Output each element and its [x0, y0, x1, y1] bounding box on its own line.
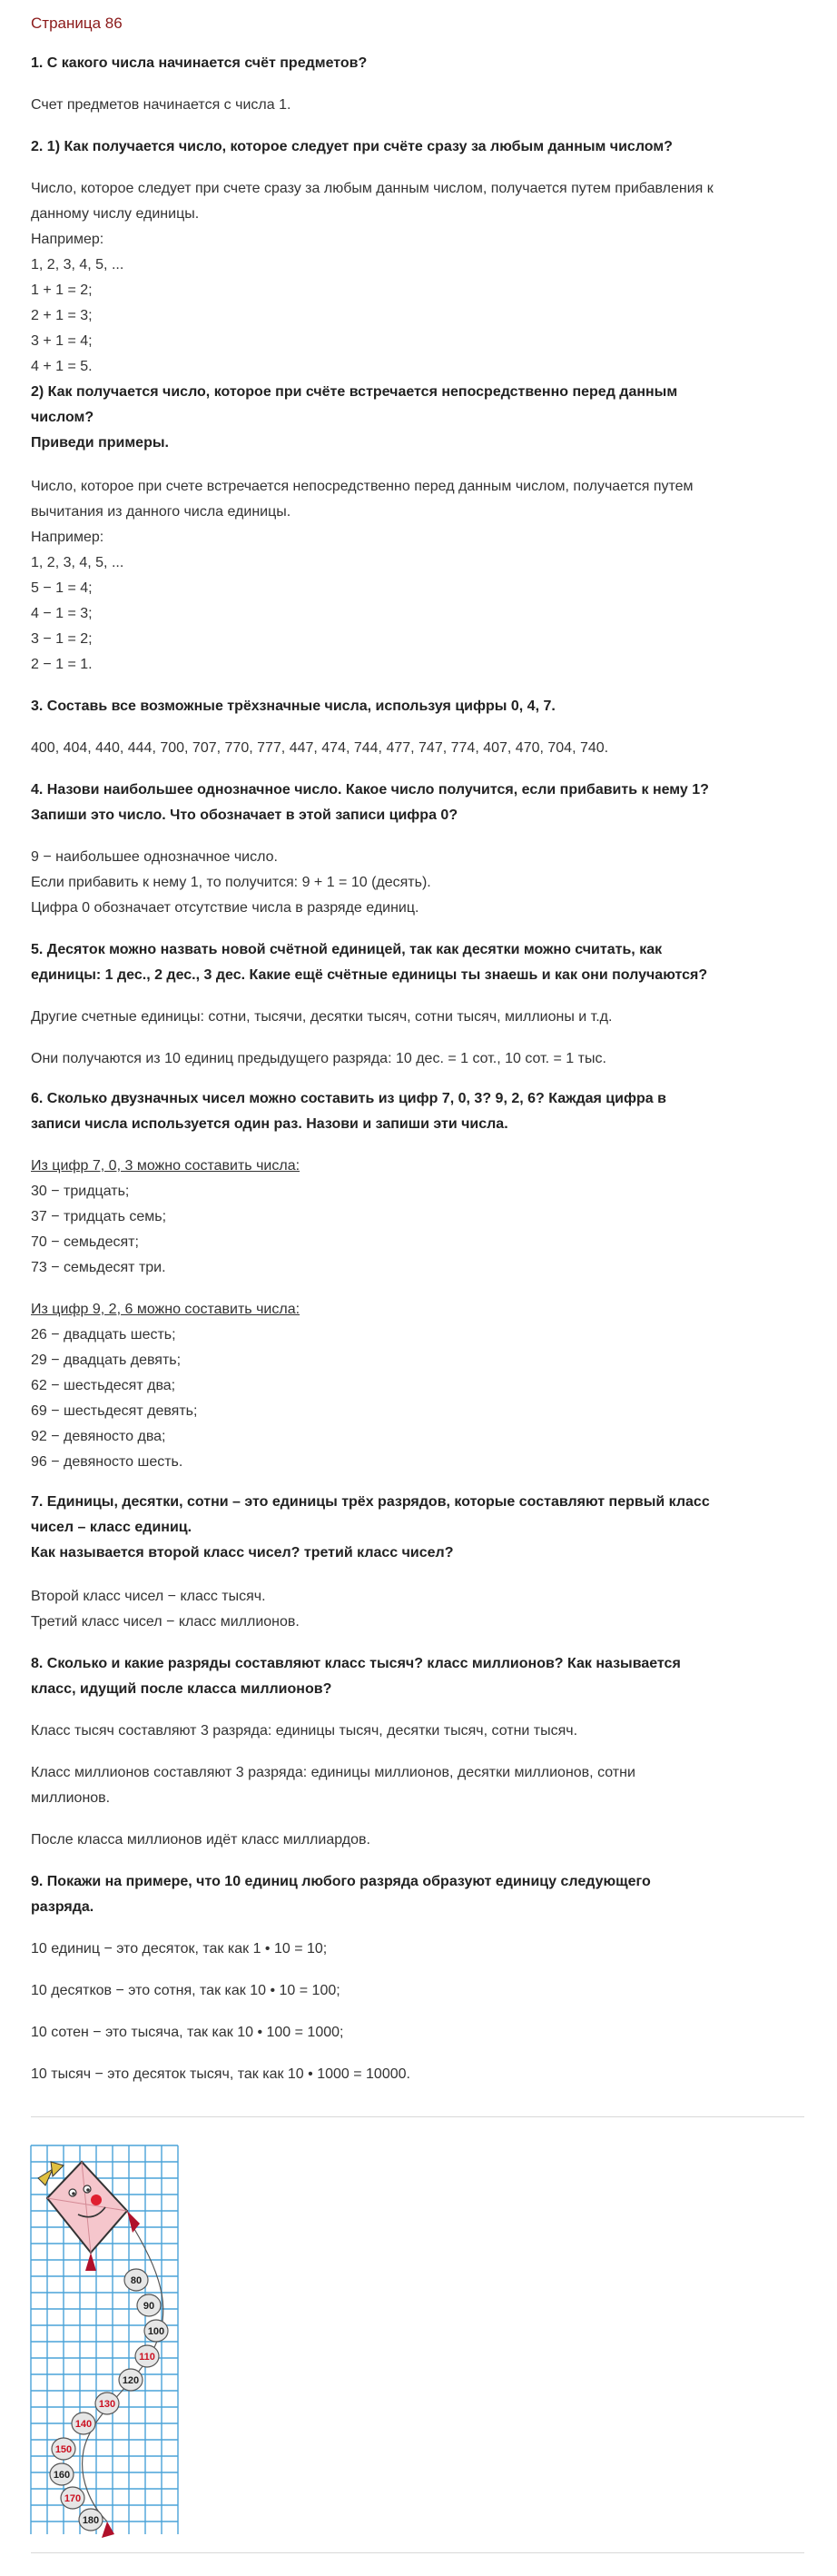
- question-line: Приведи примеры.: [31, 435, 169, 451]
- answer-line: Если прибавить к нему 1, то получится: 9 + 1 = 10 (десять).: [31, 875, 431, 890]
- answer-line: 3 − 1 = 2;: [31, 631, 93, 647]
- answer-line: 1 + 1 = 2;: [31, 282, 93, 298]
- question-2-part-1: 2. 1) Как получается число, которое следует при счёте сразу за любым данным числом?: [31, 139, 673, 154]
- tail-bead: [124, 2269, 148, 2291]
- answer-line: 9 − наибольшее однозначное число.: [31, 849, 278, 865]
- answer-9-4: 10 тысяч − это десяток тысяч, так как 10 • 1000 = 10000.: [31, 2066, 410, 2082]
- answer-line: Цифра 0 обозначает отсутствие числа в разряде единиц.: [31, 900, 419, 916]
- question-line: 7. Единицы, десятки, сотни – это единицы трёх разрядов, которые составляют первый класс: [31, 1494, 710, 1510]
- answer-line: 29 − двадцать девять;: [31, 1352, 182, 1368]
- answer-8-3: После класса миллионов идёт класс миллиардов.: [31, 1832, 370, 1848]
- tail-bead: [119, 2369, 143, 2391]
- tail-bead-number: 160: [53, 2470, 71, 2481]
- tail-bead: [144, 2320, 168, 2342]
- answer-line: Класс миллионов составляют 3 разряда: единицы миллионов, десятки миллионов, сотни: [31, 1765, 635, 1780]
- answer-line: Например:: [31, 530, 104, 545]
- tail-bead-number: 180: [82, 2515, 100, 2526]
- tail-bead: [135, 2345, 159, 2367]
- answer-line: 2 − 1 = 1.: [31, 657, 93, 672]
- tail-bead-number: 120: [122, 2375, 140, 2386]
- question-line: Как называется второй класс чисел? третий класс чисел?: [31, 1545, 454, 1560]
- answer-line: 3 + 1 = 4;: [31, 333, 93, 349]
- answer-line: 70 − семьдесят;: [31, 1234, 139, 1250]
- answer-9-3: 10 сотен − это тысяча, так как 10 • 100 = 1000;: [31, 2025, 344, 2040]
- tail-bead-number: 80: [130, 2275, 143, 2286]
- answer-line: 4 + 1 = 5.: [31, 359, 93, 374]
- answer-line: миллионов.: [31, 1790, 111, 1806]
- tail-bead-number: 140: [74, 2419, 93, 2430]
- answer-7: [31, 1584, 803, 1635]
- tail-bead-number: 90: [143, 2301, 155, 2312]
- answer-line: 96 − девяносто шесть.: [31, 1454, 183, 1470]
- tail-bead: [72, 2413, 95, 2434]
- group-heading: Из цифр 7, 0, 3 можно составить числа:: [31, 1158, 300, 1174]
- answer-line: данному числу единицы.: [31, 206, 200, 222]
- tail-bead: [52, 2438, 75, 2460]
- answer-2-part-2: [31, 474, 803, 678]
- answer-line: 62 − шестьдесят два;: [31, 1378, 176, 1393]
- question-7: [31, 1490, 803, 1566]
- question-line: Запиши это число. Что обозначает в этой записи цифра 0?: [31, 807, 458, 823]
- question-line: 8. Сколько и какие разряды составляют класс тысяч? класс миллионов? Как называется: [31, 1656, 681, 1671]
- question-9: [31, 1869, 803, 1920]
- answer-line: 1, 2, 3, 4, 5, ...: [31, 555, 124, 570]
- question-line: 4. Назови наибольшее однозначное число. Какое число получится, если прибавить к нему 1?: [31, 782, 709, 798]
- question-line: единицы: 1 дес., 2 дес., 3 дес. Какие ещё счётные единицы ты знаешь и как они получаются?: [31, 967, 708, 983]
- tail-bead: [50, 2463, 74, 2485]
- question-line: числом?: [31, 410, 94, 425]
- answer-line: 5 − 1 = 4;: [31, 580, 93, 596]
- question-6: [31, 1086, 803, 1137]
- answer-8-1: Класс тысяч составляют 3 разряда: единицы тысяч, десятки тысяч, сотни тысяч.: [31, 1723, 578, 1739]
- tail-bead: [137, 2294, 161, 2316]
- tail-bead: [95, 2393, 119, 2414]
- answer-9-2: 10 десятков − это сотня, так как 10 • 10 = 100;: [31, 1983, 340, 1998]
- kite-nose-icon: [91, 2195, 102, 2205]
- group-heading: Из цифр 9, 2, 6 можно составить числа:: [31, 1302, 300, 1317]
- divider: [31, 2116, 804, 2117]
- answer-5-2: Они получаются из 10 единиц предыдущего разряда: 10 дес. = 1 сот., 10 сот. = 1 тыс.: [31, 1051, 606, 1066]
- answer-line: вычитания из данного числа единицы.: [31, 504, 291, 520]
- tail-bead-number: 100: [147, 2326, 165, 2337]
- answer-6-group-2: [31, 1297, 803, 1475]
- tail-bead-number: 170: [64, 2493, 82, 2504]
- answer-3: 400, 404, 440, 444, 700, 707, 770, 777, 447, 474, 744, 477, 747, 774, 407, 470, 704, 740.: [31, 740, 609, 756]
- answer-line: 30 − тридцать;: [31, 1184, 130, 1199]
- question-4: [31, 778, 803, 828]
- question-line: разряда.: [31, 1899, 94, 1915]
- answer-9-1: 10 единиц − это десяток, так как 1 • 10 = 10;: [31, 1941, 328, 1957]
- answer-line: 37 − тридцать семь;: [31, 1209, 167, 1224]
- answer-1: Счет предметов начинается с числа 1.: [31, 97, 291, 113]
- question-3: 3. Составь все возможные трёхзначные числа, используя цифры 0, 4, 7.: [31, 698, 556, 714]
- question-line: 9. Покажи на примере, что 10 единиц любого разряда образуют единицу следующего: [31, 1874, 651, 1889]
- answer-line: 69 − шестьдесят девять;: [31, 1403, 198, 1419]
- answer-line: Третий класс чисел − класс миллионов.: [31, 1614, 300, 1630]
- question-5: [31, 937, 803, 988]
- answer-line: 73 − семьдесят три.: [31, 1260, 166, 1275]
- answer-6-group-1: [31, 1154, 803, 1281]
- tail-bead-number: 110: [139, 2352, 155, 2363]
- answer-line: 4 − 1 = 3;: [31, 606, 93, 621]
- question-2-part-2: [31, 380, 803, 456]
- answer-8-2: [31, 1760, 803, 1811]
- answer-5-1: Другие счетные единицы: сотни, тысячи, десятки тысяч, сотни тысяч, миллионы и т.д.: [31, 1009, 613, 1025]
- answer-line: Число, которое при счете встречается непосредственно перед данным числом, получается путем: [31, 479, 694, 494]
- question-line: 2) Как получается число, которое при счёте встречается непосредственно перед данным: [31, 384, 678, 400]
- question-1: 1. С какого числа начинается счёт предметов?: [31, 55, 368, 71]
- tail-bead: [61, 2487, 84, 2509]
- answer-2-part-1: [31, 176, 803, 380]
- tail-bead-number: 130: [98, 2399, 116, 2410]
- question-8: [31, 1651, 803, 1702]
- answer-line: 92 − девяносто два;: [31, 1429, 166, 1444]
- answer-line: Например:: [31, 232, 104, 247]
- bottom-divider: [31, 2552, 804, 2553]
- question-line: класс, идущий после класса миллионов?: [31, 1681, 332, 1697]
- kite-illustration: [27, 2142, 182, 2541]
- answer-4: [31, 845, 803, 921]
- page-title: Страница 86: [31, 15, 123, 32]
- question-line: чисел – класс единиц.: [31, 1520, 192, 1535]
- question-line: 6. Сколько двузначных чисел можно составить из цифр 7, 0, 3? 9, 2, 6? Каждая цифра в: [31, 1091, 666, 1106]
- answer-line: 26 − двадцать шесть;: [31, 1327, 176, 1342]
- answer-line: Второй класс чисел − класс тысяч.: [31, 1589, 266, 1604]
- question-line: записи числа используется один раз. Назови и запиши эти числа.: [31, 1116, 508, 1132]
- answer-line: Число, которое следует при счете сразу за любым данным числом, получается путем прибавления к: [31, 181, 714, 196]
- tail-bead: [79, 2509, 103, 2531]
- answer-line: 2 + 1 = 3;: [31, 308, 93, 323]
- answer-line: 1, 2, 3, 4, 5, ...: [31, 257, 124, 272]
- tail-bead-number: 150: [54, 2444, 73, 2455]
- question-line: 5. Десяток можно назвать новой счётной единицей, так как десятки можно считать, как: [31, 942, 663, 957]
